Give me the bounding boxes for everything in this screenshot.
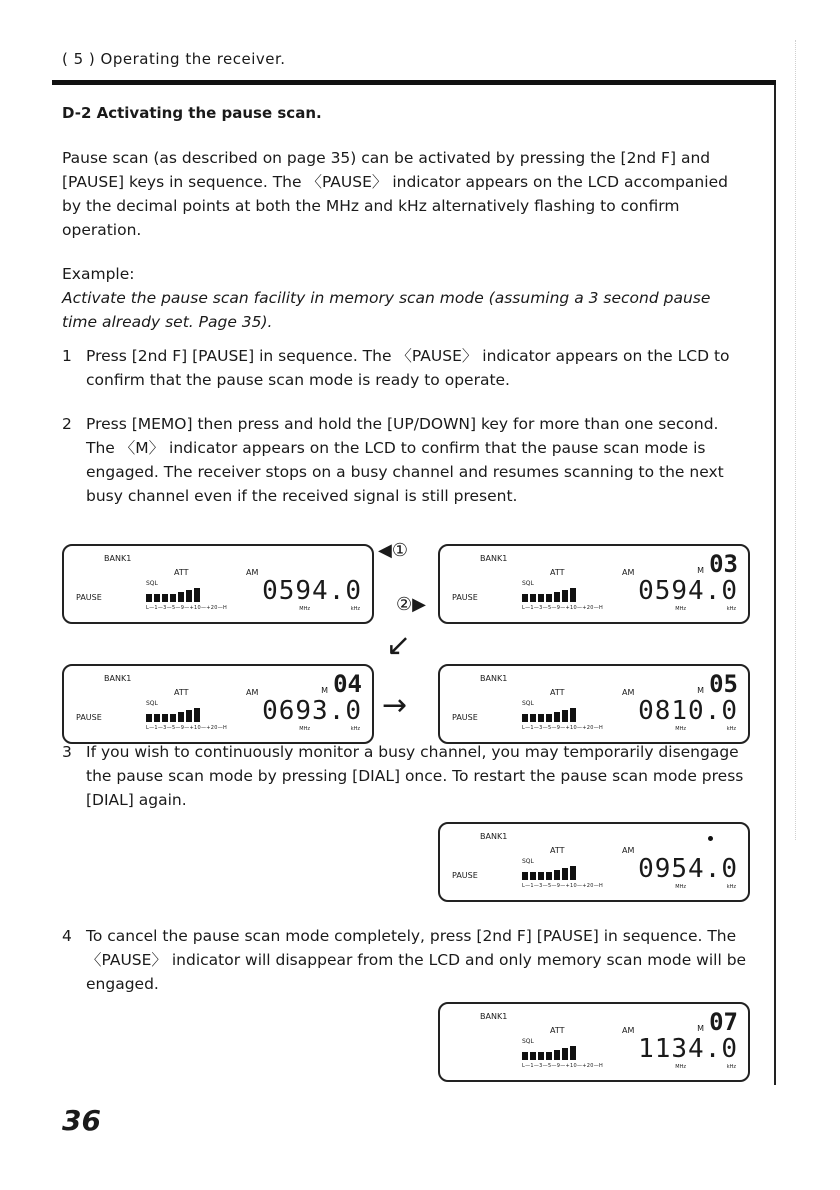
margin-dots [795, 40, 797, 840]
lcd-mhz-label: MHz [299, 606, 310, 612]
lcd-khz-label: kHz [726, 726, 736, 732]
lcd-bank-label: BANK1 [480, 832, 508, 841]
step-2 [62, 412, 752, 508]
lcd-signal-scale: L—1—3—5—9—+10—+20—H [522, 1063, 604, 1069]
step-number: 3 [62, 743, 72, 761]
lcd-signal-meter [522, 866, 576, 880]
signal-bar [570, 708, 576, 722]
signal-bar [554, 1050, 560, 1060]
page-number: 36 [62, 1104, 101, 1137]
signal-bar [570, 866, 576, 880]
signal-bar [154, 594, 160, 602]
lcd-att-label: ATT [550, 846, 565, 855]
down-left-arrow-icon: ↙ [386, 628, 412, 663]
lcd-pause-label: PAUSE [452, 871, 478, 880]
signal-bar [570, 1046, 576, 1060]
lcd-sql-label: SQL [146, 700, 158, 707]
right-margin-line [774, 85, 776, 1085]
lcd-memory-flag: M [697, 1024, 704, 1033]
lcd-signal-scale: L—1—3—5—9—+10—+20—H [522, 883, 604, 889]
lcd-att-label: ATT [550, 688, 565, 697]
lcd-channel-number: 04 [333, 670, 362, 698]
signal-bar [194, 708, 200, 722]
step-1 [62, 344, 752, 392]
step-text: If you wish to continuously monitor a busy channel, you may temporarily disengage the pause scan mode by pressing [DIAL] once. To restart the pause scan mode press [DIAL] again. [86, 743, 744, 809]
lcd-pause-label: PAUSE [452, 713, 478, 722]
lcd-signal-scale: L—1—3—5—9—+10—+20—H [522, 725, 604, 731]
signal-bar [538, 1052, 544, 1060]
lcd-frequency: 0954.0 [638, 854, 738, 884]
lcd-mhz-label: MHz [675, 606, 686, 612]
signal-bar [530, 594, 536, 602]
lcd-signal-meter [522, 588, 576, 602]
signal-bar [546, 872, 552, 880]
example-block [62, 262, 750, 334]
lcd-mhz-label: MHz [675, 1064, 686, 1070]
signal-bar [546, 1052, 552, 1060]
lcd-signal-scale: L—1—3—5—9—+10—+20—H [522, 605, 604, 611]
lcd-sql-label: SQL [522, 580, 534, 587]
signal-bar [538, 872, 544, 880]
lcd-display [62, 664, 374, 744]
signal-bar [186, 590, 192, 602]
lcd-channel-number: 03 [709, 550, 738, 578]
signal-bar [178, 712, 184, 722]
lcd-memory-flag: M [697, 686, 704, 695]
lcd-bank-label: BANK1 [480, 674, 508, 683]
signal-bar [570, 588, 576, 602]
lcd-khz-label: kHz [726, 1064, 736, 1070]
lcd-memory-flag: M [697, 566, 704, 575]
right-arrow-icon: → [382, 688, 408, 723]
signal-bar [530, 714, 536, 722]
lcd-frequency: 1134.0 [638, 1034, 738, 1064]
signal-bar [530, 1052, 536, 1060]
lcd-signal-meter [146, 588, 200, 602]
lcd-khz-label: kHz [726, 606, 736, 612]
signal-bar [186, 710, 192, 722]
lcd-display [438, 664, 750, 744]
signal-bar [546, 714, 552, 722]
step-number: 2 [62, 415, 72, 433]
step-text: To cancel the pause scan mode completely, press [2nd F] [PAUSE] in sequence. The 〈PAUSE〉 indicator will disappear from the LCD and only memory scan mode will be engaged. [86, 927, 747, 993]
lcd-mhz-label: MHz [675, 726, 686, 732]
signal-bar [178, 592, 184, 602]
step-text: Press [2nd F] [PAUSE] in sequence. The 〈PAUSE〉 indicator appears on the LCD to confirm that the pause scan mode is ready to operate. [86, 347, 730, 389]
signal-bar [162, 594, 168, 602]
lcd-mhz-label: MHz [675, 884, 686, 890]
header-rule [52, 80, 776, 85]
lcd-frequency: 0693.0 [262, 696, 362, 726]
lcd-att-label: ATT [174, 688, 189, 697]
signal-bar [194, 588, 200, 602]
lcd-bank-label: BANK1 [480, 1012, 508, 1021]
step-two-marker: ②▶ [396, 594, 426, 615]
bullet-dot [708, 836, 713, 841]
lcd-frequency: 0810.0 [638, 696, 738, 726]
lcd-am-label: AM [246, 688, 259, 697]
lcd-sql-label: SQL [522, 858, 534, 865]
lcd-am-label: AM [622, 1026, 635, 1035]
step-one-marker: ◀① [378, 540, 408, 561]
lcd-display [62, 544, 374, 624]
step-4 [62, 924, 752, 996]
signal-bar [522, 872, 528, 880]
lcd-khz-label: kHz [726, 884, 736, 890]
signal-bar [562, 1048, 568, 1060]
signal-bar [538, 594, 544, 602]
lcd-bank-label: BANK1 [480, 554, 508, 563]
signal-bar [554, 712, 560, 722]
lcd-bank-label: BANK1 [104, 554, 132, 563]
signal-bar [162, 714, 168, 722]
lcd-memory-flag: M [321, 686, 328, 695]
lcd-frequency: 0594.0 [638, 576, 738, 606]
step-text: Press [MEMO] then press and hold the [UP/DOWN] key for more than one second. The 〈M〉 indicator appears on the LCD to confirm that the pause scan mode is engaged. The receiver stops on a busy channel and resumes scanning to the next busy channel even if the received signal is still present. [86, 415, 724, 505]
lcd-frequency: 0594.0 [262, 576, 362, 606]
signal-bar [562, 710, 568, 722]
lcd-sql-label: SQL [522, 700, 534, 707]
lcd-am-label: AM [622, 688, 635, 697]
lcd-am-label: AM [246, 568, 259, 577]
signal-bar [522, 1052, 528, 1060]
signal-bar [554, 870, 560, 880]
lcd-display [438, 822, 750, 902]
lcd-am-label: AM [622, 846, 635, 855]
lcd-att-label: ATT [550, 1026, 565, 1035]
intro-paragraph [62, 146, 750, 242]
signal-bar [522, 714, 528, 722]
lcd-signal-meter [522, 1046, 576, 1060]
signal-bar [562, 590, 568, 602]
lcd-bank-label: BANK1 [104, 674, 132, 683]
signal-bar [562, 868, 568, 880]
lcd-am-label: AM [622, 568, 635, 577]
signal-bar [170, 714, 176, 722]
signal-bar [154, 714, 160, 722]
lcd-signal-scale: L—1—3—5—9—+10—+20—H [146, 605, 228, 611]
lcd-att-label: ATT [550, 568, 565, 577]
lcd-khz-label: kHz [350, 606, 360, 612]
lcd-mhz-label: MHz [299, 726, 310, 732]
signal-bar [538, 714, 544, 722]
lcd-signal-meter [522, 708, 576, 722]
signal-bar [530, 872, 536, 880]
lcd-channel-number: 05 [709, 670, 738, 698]
signal-bar [522, 594, 528, 602]
lcd-display [438, 1002, 750, 1082]
lcd-pause-label: PAUSE [452, 593, 478, 602]
lcd-signal-scale: L—1—3—5—9—+10—+20—H [146, 725, 228, 731]
lcd-pause-label: PAUSE [76, 593, 102, 602]
signal-bar [146, 714, 152, 722]
lcd-pause-label: PAUSE [76, 713, 102, 722]
signal-bar [146, 594, 152, 602]
intro-text: Pause scan (as described on page 35) can be activated by pressing the [2nd F] and [PAUSE] keys in sequence. The 〈PAUSE〉 indicator appears on the LCD accompanied by the decimal points at both the MHz and kHz alternatively flashing to confirm operation. [62, 149, 728, 239]
page-header: ( 5 ) Operating the receiver. [62, 50, 286, 68]
lcd-display [438, 544, 750, 624]
lcd-sql-label: SQL [522, 1038, 534, 1045]
signal-bar [170, 594, 176, 602]
lcd-khz-label: kHz [350, 726, 360, 732]
lcd-sql-label: SQL [146, 580, 158, 587]
lcd-att-label: ATT [174, 568, 189, 577]
step-3 [62, 740, 752, 812]
signal-bar [554, 592, 560, 602]
lcd-signal-meter [146, 708, 200, 722]
signal-bar [546, 594, 552, 602]
step-number: 4 [62, 927, 72, 945]
step-number: 1 [62, 347, 72, 365]
section-title: D-2 Activating the pause scan. [62, 104, 322, 122]
lcd-channel-number: 07 [709, 1008, 738, 1036]
example-label: Example: [62, 265, 135, 283]
example-text: Activate the pause scan facility in memory scan mode (assuming a 3 second pause time already set. Page 35). [62, 289, 711, 331]
